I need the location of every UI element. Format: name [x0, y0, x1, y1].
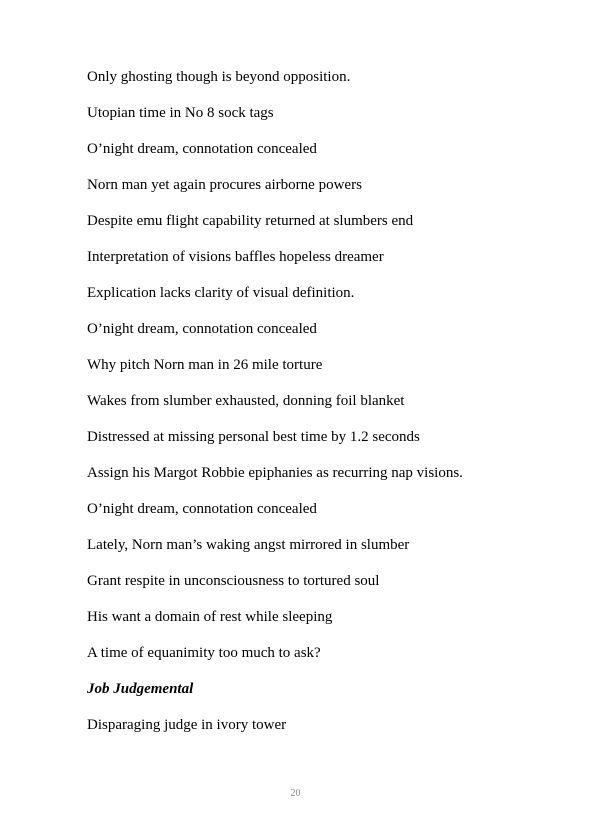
poem-line: His want a domain of rest while sleeping: [87, 609, 333, 625]
poem-line: Lately, Norn man’s waking angst mirrored in slumber: [87, 537, 410, 553]
poem-line: Only ghosting though is beyond opposition.: [87, 69, 351, 85]
poem-line: Norn man yet again procures airborne powers: [87, 177, 362, 193]
poem-body: [87, 68, 503, 752]
poem-line: Why pitch Norn man in 26 mile torture: [87, 357, 323, 373]
poem-line: O’night dream, connotation concealed: [87, 321, 317, 337]
page-number: 20: [290, 788, 301, 799]
poem-line: O’night dream, connotation concealed: [87, 501, 317, 517]
poem-line: Explication lacks clarity of visual definition.: [87, 285, 355, 301]
poem-line: O’night dream, connotation concealed: [87, 141, 317, 157]
poem-line: Distressed at missing personal best time by 1.2 seconds: [87, 429, 420, 445]
poem-line: Grant respite in unconsciousness to tortured soul: [87, 573, 380, 589]
poem-line: Assign his Margot Robbie epiphanies as recurring nap visions.: [87, 465, 463, 481]
section-heading: Job Judgemental: [87, 681, 194, 697]
poem-line: Interpretation of visions baffles hopeless dreamer: [87, 249, 384, 265]
poem-line: Utopian time in No 8 sock tags: [87, 105, 274, 121]
poem-line: Disparaging judge in ivory tower: [87, 717, 287, 733]
poem-line: Despite emu flight capability returned at slumbers end: [87, 213, 414, 229]
poem-line: A time of equanimity too much to ask?: [87, 645, 321, 661]
poem-line: Wakes from slumber exhausted, donning foil blanket: [87, 393, 405, 409]
